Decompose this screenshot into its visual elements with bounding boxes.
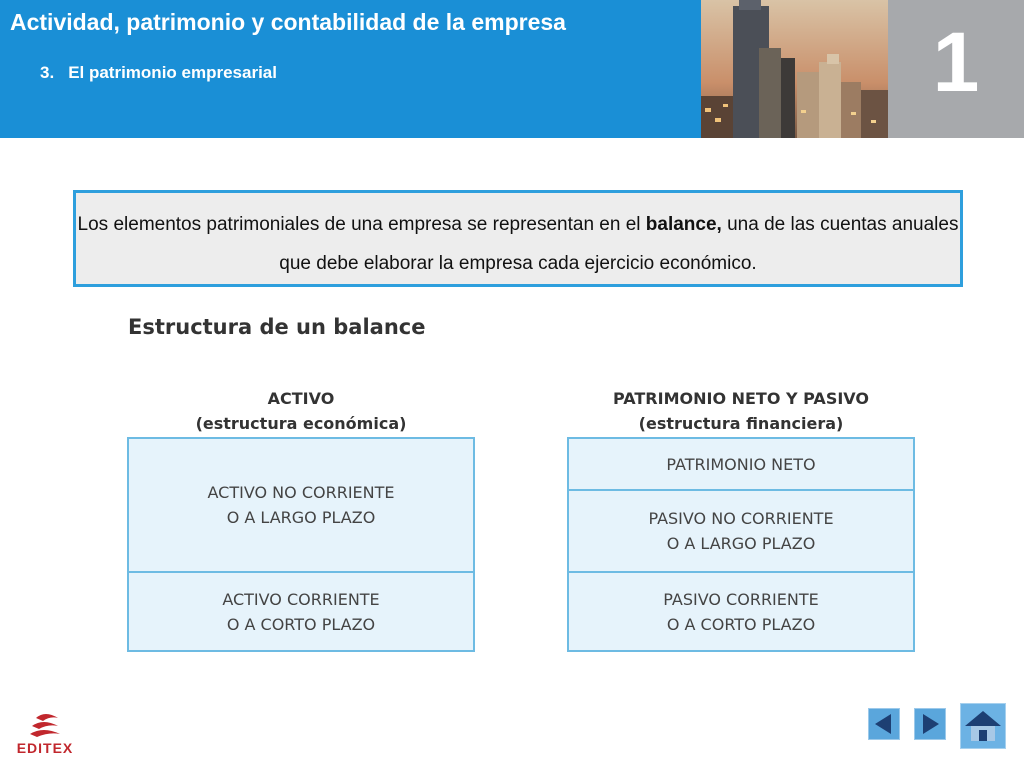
cell-line: ACTIVO CORRIENTE bbox=[222, 589, 380, 609]
section-heading bbox=[40, 63, 277, 83]
section-title: El patrimonio empresarial bbox=[68, 63, 277, 82]
cell-line: PASIVO CORRIENTE bbox=[663, 589, 819, 609]
city-skyline-image bbox=[701, 0, 888, 138]
info-text-part1: Los elementos patrimoniales de una empresa se representan en el bbox=[77, 214, 646, 235]
cell-line: PATRIMONIO NETO bbox=[666, 454, 816, 474]
patrimonio-neto-cell bbox=[569, 439, 913, 489]
activo-corriente-cell bbox=[129, 571, 473, 650]
pasivo-heading-subtitle: (estructura financiera) bbox=[638, 414, 844, 433]
pasivo-corriente-cell bbox=[569, 571, 913, 650]
pasivo-no-corriente-cell bbox=[569, 489, 913, 571]
cell-line: O A CORTO PLAZO bbox=[226, 614, 376, 634]
activo-heading-title: ACTIVO bbox=[267, 389, 335, 408]
info-text bbox=[76, 205, 960, 283]
editex-logo-mark bbox=[10, 712, 80, 742]
header-bar bbox=[0, 0, 1024, 138]
section-number: 3. bbox=[40, 63, 55, 82]
cell-line: ACTIVO NO CORRIENTE bbox=[207, 483, 395, 502]
info-text-part2: una de las cuentas anuales que debe elaborar la empresa cada ejercicio económico. bbox=[279, 214, 959, 274]
header-title: Actividad, patrimonio y contabilidad de la empresa bbox=[10, 9, 566, 35]
chapter-panel bbox=[888, 0, 1024, 138]
activo-heading-subtitle: (estructura económica) bbox=[195, 414, 407, 433]
next-button[interactable] bbox=[914, 708, 946, 740]
figure-title: Estructura de un balance bbox=[128, 315, 426, 339]
pasivo-heading-title: PATRIMONIO NETO Y PASIVO bbox=[612, 389, 869, 408]
cell-line: PASIVO NO CORRIENTE bbox=[648, 509, 834, 528]
info-text-bold: balance, bbox=[645, 214, 722, 235]
pasivo-heading bbox=[568, 386, 914, 436]
cell-line: O A CORTO PLAZO bbox=[666, 614, 816, 634]
info-box bbox=[73, 190, 963, 287]
cell-line: O A LARGO PLAZO bbox=[226, 508, 376, 527]
house-icon bbox=[961, 704, 1005, 748]
cell-line: O A LARGO PLAZO bbox=[666, 534, 816, 553]
home-button[interactable] bbox=[960, 703, 1006, 749]
editex-logo bbox=[10, 712, 80, 760]
chapter-number: 1 bbox=[932, 15, 980, 109]
triangle-right-icon bbox=[915, 709, 945, 739]
activo-heading bbox=[128, 386, 474, 436]
activo-grid bbox=[127, 437, 475, 652]
editex-logo-text: EDITEX bbox=[16, 740, 74, 756]
previous-button[interactable] bbox=[868, 708, 900, 740]
activo-no-corriente-cell bbox=[129, 439, 473, 571]
triangle-left-icon bbox=[869, 709, 899, 739]
pasivo-grid bbox=[567, 437, 915, 652]
